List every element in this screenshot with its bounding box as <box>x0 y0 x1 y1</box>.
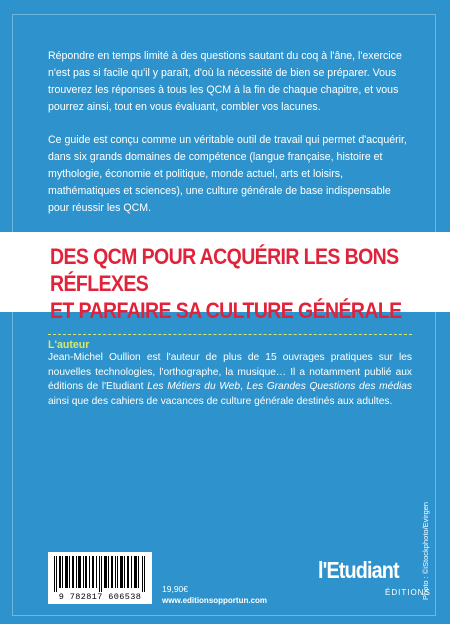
headline-line-2: ET PARFAIRE SA CULTURE GÉNÉRALE <box>50 298 402 324</box>
author-bio <box>48 351 412 409</box>
photo-credit: Photo : ©iStockphoto/Evirgen <box>421 501 430 600</box>
barcode <box>48 552 152 604</box>
intro-text <box>48 48 408 233</box>
author-bio-separator: , <box>240 381 247 392</box>
website-link[interactable]: www.editionsopportun.com <box>162 596 268 605</box>
price: 19,90€ <box>162 584 188 594</box>
headline-line-1: DES QCM POUR ACQUÉRIR LES BONS RÉFLEXES <box>50 245 399 297</box>
author-section <box>48 334 412 409</box>
intro-paragraph-1: Répondre en temps limité à des questions sautant du coq à l'âne, l'exercice n'est pas si facile qu'il y paraît, d'où la nécessité de bien se préparer. Vous trouverez les réponses à tous les QCM à la fin de chaque chapitre, et vous pourrez ainsi, tout en vous évaluant, combler vos lacunes. <box>48 50 402 113</box>
author-bio-end: ainsi que des cahiers de vacances de culture générale destinés aux adultes. <box>48 395 393 407</box>
headline <box>50 244 430 325</box>
intro-paragraph-2: Ce guide est conçu comme un véritable outil de travail qui permet d'acquérir, dans six grands domaines de compétence (langue française, histoire et mythologie, économie et politique, monde actuel, arts et loisirs, mathématiques et sciences), une culture générale de base indispensable pour réussir les QCM. <box>48 134 407 214</box>
publisher-logo: l'Etudiant <box>318 557 399 583</box>
barcode-icon <box>54 556 146 592</box>
author-book-2: Les Grandes Questions des médias <box>246 381 412 392</box>
author-bio-intro: Jean-Michel Oullion est l'auteur de plus de 15 ouvrages pratiques sur les nouvelles technologies, l'orthographe, la musique… Il a notamment publié aux éditions de l'Etudiant <box>48 352 412 392</box>
barcode-number: 9 782817 606538 <box>58 592 142 602</box>
publisher-logo-subtitle: ÉDITIONS <box>385 588 431 597</box>
author-book-1: Les Métiers du Web <box>147 381 241 392</box>
author-title: L'auteur <box>48 339 90 351</box>
